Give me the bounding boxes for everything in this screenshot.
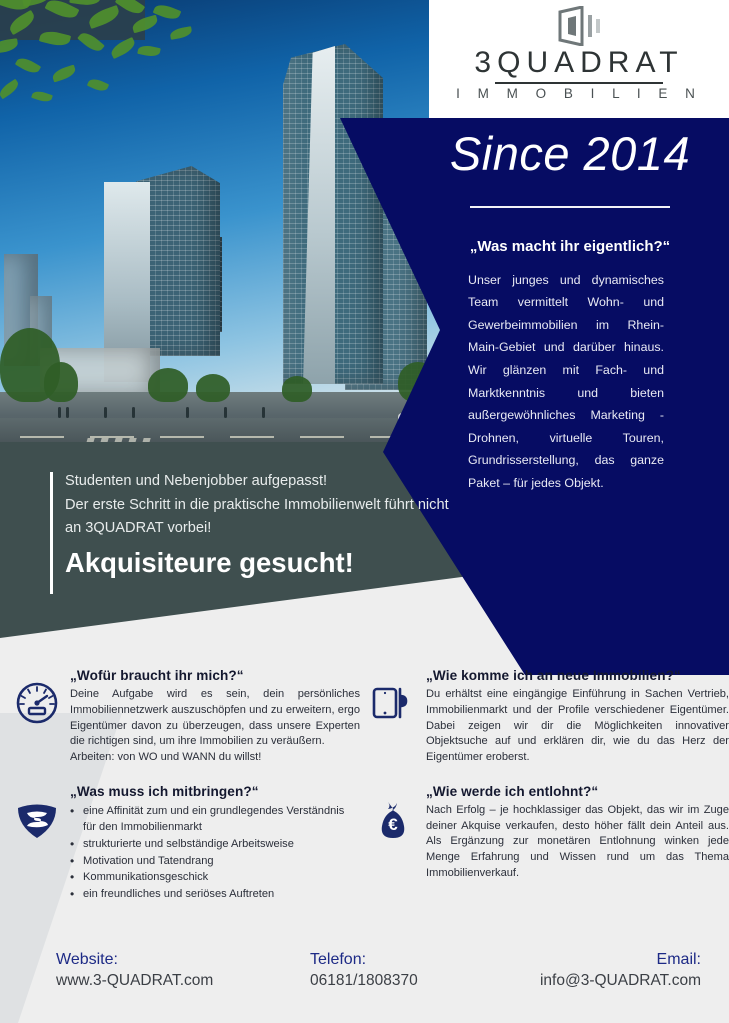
list-item: • Kommunikationsgeschick [70,869,360,886]
website-value[interactable]: www.3-QUADRAT.com [56,972,214,989]
qa-title: „Wie werde ich entlohnt?“ [426,783,599,799]
qa-section [0,668,729,903]
tablet-stylus-icon [370,680,416,726]
banner-headline: Akquisiteure gesucht! [65,546,354,578]
list-item: • strukturierte und selbständige Arbeitsweise [70,836,360,853]
email-label: Email: [656,951,701,968]
tree [44,362,78,402]
footer-website [56,951,213,990]
tree [282,376,312,402]
footer-phone [310,951,418,990]
footer-email [540,951,701,990]
money-bag-euro-icon [370,796,416,842]
list-item: • eine Affinität zum und ein grundlegendes Verständnis für den Immobilienmarkt [70,803,360,836]
requirements-list [70,803,360,903]
brand-name: 3QUADRAT [474,46,684,79]
logo-divider [495,82,663,84]
qa-title: „Wofür braucht ihr mich?“ [70,668,244,683]
qa-text: Deine Aufgabe wird es sein, dein persönliches Immobiliennetzwerk auszuschöpfen und zu erweitern, ergo Eigentümer davon zu überzeugen, dass unsere Experten die richtigen sind, um ihre Immobilien zu veräußern. [70,688,360,748]
qa-block-neue-immobilien [360,668,729,766]
brand-subtitle: I M M O B I L I E N [456,86,702,101]
superhero-shield-icon [14,796,60,842]
banner-line-1: Studenten und Nebenjobber aufgepasst! [65,473,328,489]
since-title: Since 2014 [449,127,691,180]
qa-block-wofuer [0,668,360,766]
svg-text:€: € [388,814,398,834]
qa-title: „Was muss ich mitbringen?“ [70,783,259,799]
banner-content [50,470,520,579]
phone-label: Telefon: [310,951,367,968]
phone-value[interactable]: 06181/1808370 [310,972,418,989]
qa-row-bottom [0,784,729,903]
tree [196,374,230,402]
qa-row-top [0,668,729,766]
qa-block-mitbringen [0,784,360,903]
email-value[interactable]: info@3-QUADRAT.com [539,972,701,989]
qa-text: Nach Erfolg – je hochklassiger das Objekt, das wir im Zuge deiner Akquise verkaufen, desto höher fällt dein Anteil aus. Als Ergänzung zur monetären Entlohnung winken jede Menge Erfahrung und Wissen rund um das Thema Immobilienverkauf. [426,803,729,879]
speedometer-icon [14,680,60,726]
perspective-frame-icon [548,6,610,46]
navy-paragraph: Unser junges und dynamisches Team vermittelt Wohn- und Gewerbeimmobilien im Rhein-Main-Gebiet und darüber hinaus. Wir glänzen mit Fach- und Marktkenntnis und bieten außergewöhnliches Marketing - Drohnen, virtuelle Touren, Grundrisserstellung, das ganze Paket – für jedes Objekt. [468,272,664,490]
website-label: Website: [56,951,118,968]
qa-text: Du erhältst eine eingängige Einführung in Sachen Vertrieb, Immobilienmarkt und der Profile verschiedener Eigentümer. Dabei zeigen wir dir die Möglichkeiten innovativer Objektsuche auf und erklären dir, wie du das Herz der Eigentümer eroberst. [426,688,729,763]
white-accent-bar [50,472,53,594]
banner-line-2: Der erste Schritt in die praktische Immobilienwelt führt nicht [65,496,449,513]
divider-rule [470,206,670,208]
list-item: • Motivation und Tatendrang [70,853,360,870]
qa-text-secondary: Arbeiten: von WO und WANN du willst! [70,751,262,763]
footer-contact [0,935,729,1023]
tree-foliage-overlay [0,0,222,123]
qa-block-entlohnt [360,784,729,903]
qa-title: „Wie komme ich an neue Immobilien?“ [426,668,681,683]
navy-panel-content [440,128,700,494]
list-item: • ein freundliches und seriöses Auftreten [70,886,360,903]
tree [148,368,188,402]
navy-question-heading: „Was macht ihr eigentlich?“ [469,237,671,255]
brand-logo [429,0,729,124]
banner-line-3: an 3QUADRAT vorbei! [65,520,212,537]
